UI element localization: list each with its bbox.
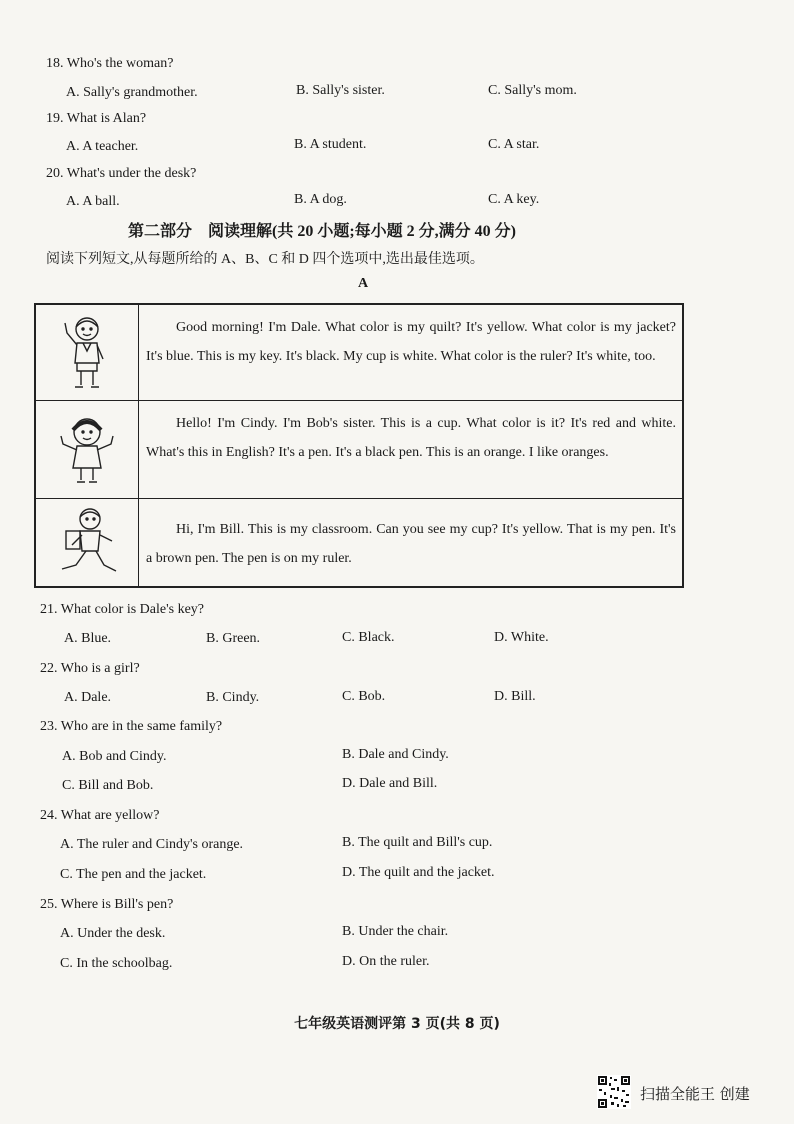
section-instruction: 阅读下列短文,从每题所给的 A、B、C 和 D 四个选项中,选出最佳选项。 (46, 252, 484, 267)
option-18b: B. Sally's sister. (296, 83, 385, 98)
question-19: 19. What is Alan? (46, 111, 147, 126)
passage-row-cindy (36, 401, 682, 499)
scanner-watermark-text: 扫描全能王 创建 (640, 1085, 750, 1103)
section-title: 第二部分 阅读理解(共 20 小题;每小题 2 分,满分 40 分) (128, 223, 516, 240)
option-21c: C. Black. (342, 630, 395, 645)
option-19c: C. A star. (488, 137, 540, 152)
option-20a: A. A ball. (66, 194, 120, 209)
option-24c: C. The pen and the jacket. (60, 867, 207, 882)
passage-text-cindy: Hello! I'm Cindy. I'm Bob's sister. This is a cup. What color is it? It's red and white. What's this in English? It's a pen. It's a black pen. This is an orange. I like oranges. (146, 416, 676, 460)
option-20b: B. A dog. (294, 192, 347, 207)
option-23c: C. Bill and Bob. (62, 778, 154, 793)
option-25c: C. In the schoolbag. (60, 956, 173, 971)
passage-row-bill (36, 499, 682, 586)
boy-running-icon (36, 499, 139, 586)
option-19a: A. A teacher. (66, 139, 139, 154)
option-22b: B. Cindy. (206, 690, 260, 705)
option-18c: C. Sally's mom. (488, 83, 577, 98)
option-22c: C. Bob. (342, 689, 386, 704)
option-22d: D. Bill. (494, 689, 536, 704)
boy-waving-icon (36, 305, 139, 400)
option-24b: B. The quilt and Bill's cup. (342, 835, 493, 850)
option-22a: A. Dale. (64, 690, 112, 705)
option-24d: D. The quilt and the jacket. (342, 865, 495, 880)
question-18: 18. Who's the woman? (46, 56, 174, 71)
question-22: 22. Who is a girl? (40, 661, 140, 676)
option-21b: B. Green. (206, 631, 261, 646)
passage-table (34, 303, 684, 588)
option-23d: D. Dale and Bill. (342, 776, 438, 791)
question-24: 24. What are yellow? (40, 808, 160, 823)
question-20: 20. What's under the desk? (46, 166, 197, 181)
option-25a: A. Under the desk. (60, 926, 166, 941)
option-18a: A. Sally's grandmother. (66, 85, 198, 100)
option-23a: A. Bob and Cindy. (62, 749, 167, 764)
option-19b: B. A student. (294, 137, 367, 152)
question-23: 23. Who are in the same family? (40, 719, 223, 734)
page-footer: 七年级英语测评第 3 页(共 8 页) (294, 1016, 500, 1032)
option-21d: D. White. (494, 630, 549, 645)
option-23b: B. Dale and Cindy. (342, 747, 449, 762)
question-25: 25. Where is Bill's pen? (40, 897, 174, 912)
passage-row-dale (36, 305, 682, 401)
question-21: 21. What color is Dale's key? (40, 602, 204, 617)
qr-code-icon (597, 1075, 631, 1109)
option-20c: C. A key. (488, 192, 540, 207)
passage-text-bill: Hi, I'm Bill. This is my classroom. Can you see my cup? It's yellow. That is my pen. It's a brown pen. The pen is on my ruler. (146, 522, 676, 566)
option-25b: B. Under the chair. (342, 924, 449, 939)
girl-waving-icon (36, 401, 139, 498)
option-21a: A. Blue. (64, 631, 112, 646)
option-25d: D. On the ruler. (342, 954, 430, 969)
passage-label: A (358, 276, 369, 291)
passage-text-dale: Good morning! I'm Dale. What color is my quilt? It's yellow. What color is my jacket? It's blue. This is my key. It's black. My cup is white. What color is the ruler? It's white, too. (146, 320, 676, 364)
option-24a: A. The ruler and Cindy's orange. (60, 837, 244, 852)
